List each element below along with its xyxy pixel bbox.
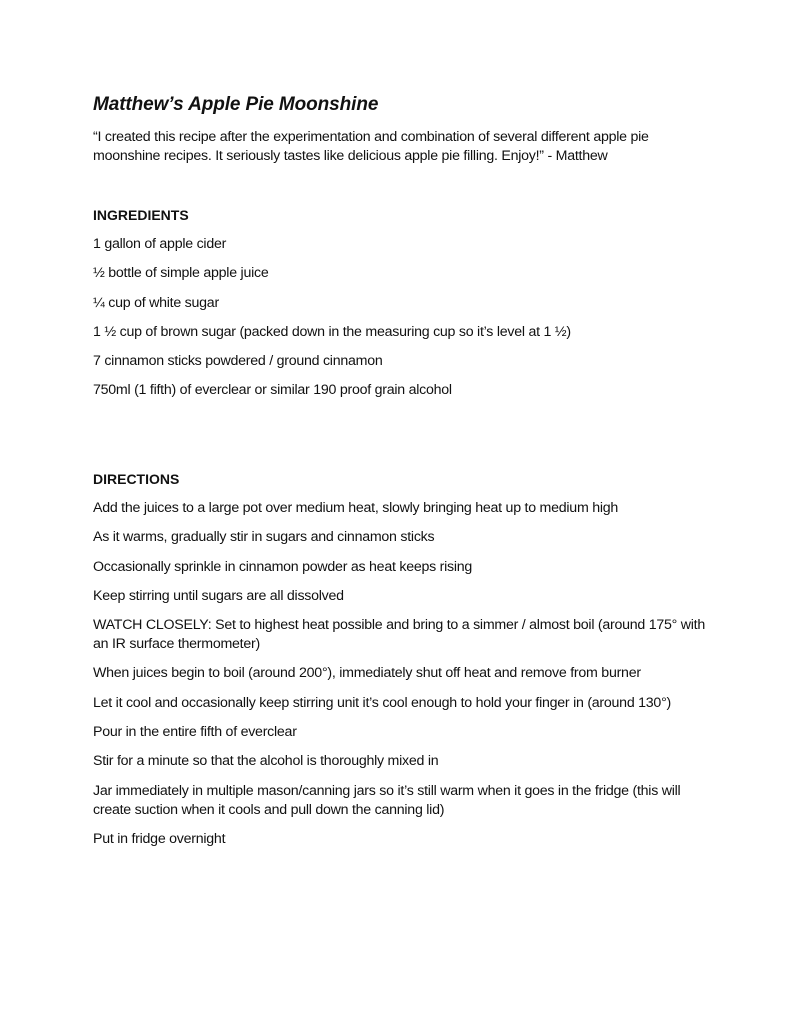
direction-step: Occasionally sprinkle in cinnamon powder as heat keeps rising: [93, 558, 473, 575]
recipe-title: Matthew’s Apple Pie Moonshine: [93, 94, 379, 115]
ingredient-item: 1 gallon of apple cider: [93, 236, 227, 252]
directions-heading: DIRECTIONS: [93, 471, 180, 487]
ingredient-item: ½ bottle of simple apple juice: [93, 265, 269, 282]
direction-step: Add the juices to a large pot over medium heat, slowly bringing heat up to medium high: [93, 500, 619, 516]
direction-step: As it warms, gradually stir in sugars and cinnamon sticks: [93, 529, 435, 546]
direction-step: WATCH CLOSELY: Set to highest heat possible and bring to a simmer / almost boil (around 175° with an IR surface thermometer): [93, 617, 706, 653]
ingredient-item: ¼ cup of white sugar: [93, 294, 219, 311]
direction-step: Pour in the entire fifth of everclear: [93, 724, 297, 741]
directions-list: [93, 499, 713, 859]
ingredients-list: [93, 235, 713, 411]
direction-step: Let it cool and occasionally keep stirring unit it’s cool enough to hold your finger in (around 130°): [93, 694, 671, 711]
direction-step: Jar immediately in multiple mason/canning jars so it’s still warm when it goes in the fridge (this will create suction when it cools and pull down the canning lid): [93, 782, 681, 818]
ingredient-item: 750ml (1 fifth) of everclear or similar 190 proof grain alcohol: [93, 382, 452, 399]
recipe-quote: “I created this recipe after the experimentation and combination of several different apple pie moonshine recipes. It seriously tastes like delicious apple pie filling. Enjoy!” - Matthew: [93, 129, 649, 164]
direction-step: Stir for a minute so that the alcohol is thoroughly mixed in: [93, 753, 439, 770]
ingredient-item: 1 ½ cup of brown sugar (packed down in the measuring cup so it’s level at 1 ½): [93, 323, 571, 340]
ingredients-heading: INGREDIENTS: [93, 207, 189, 223]
direction-step: When juices begin to boil (around 200°), immediately shut off heat and remove from burner: [93, 665, 641, 682]
ingredient-item: 7 cinnamon sticks powdered / ground cinnamon: [93, 353, 383, 370]
direction-step: Put in fridge overnight: [93, 830, 226, 847]
direction-step: Keep stirring until sugars are all dissolved: [93, 587, 344, 604]
